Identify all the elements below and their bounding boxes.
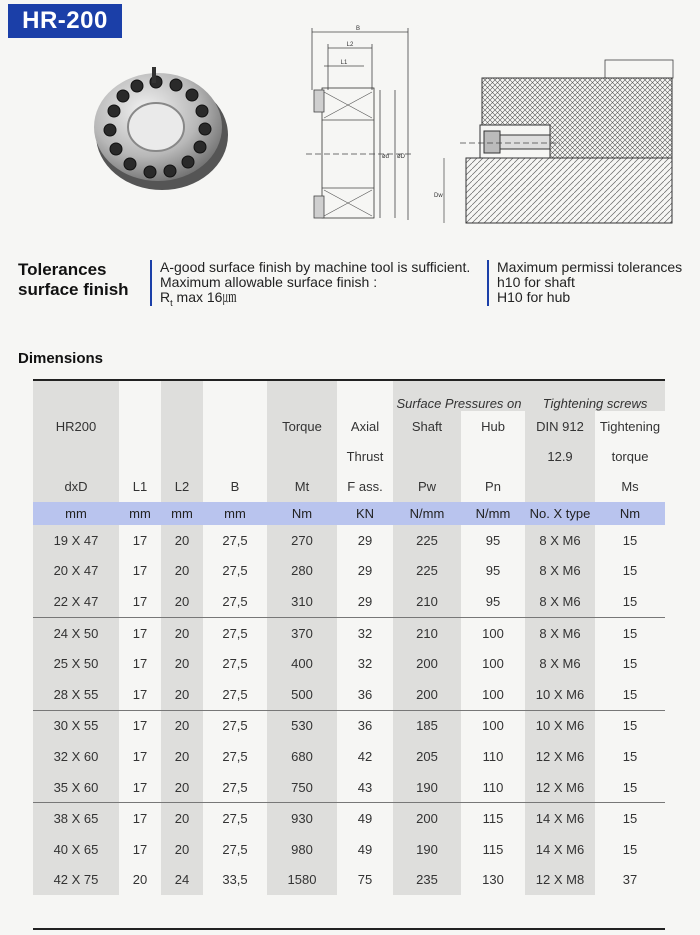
table-cell: 14 X M6 — [525, 803, 595, 834]
table-cell: 17 — [132, 656, 148, 672]
table-cell: 8 X M6 — [539, 532, 581, 548]
table-cell: 400 — [291, 656, 313, 672]
table-cell: 190 — [416, 841, 438, 857]
header-cell: L1 — [132, 479, 148, 494]
table-cell: 370 — [267, 617, 337, 648]
table-cell: 930 — [267, 803, 337, 834]
header-cell — [203, 411, 267, 441]
tolerances-limits-text — [497, 260, 682, 305]
unit-cell: No. X type — [525, 502, 595, 525]
table-cell: 15 — [622, 563, 638, 579]
header-surface-pressures: Surface Pressures on — [396, 396, 522, 411]
table-cell: 19 X 47 — [53, 532, 99, 548]
header-cell: Shaft — [411, 418, 443, 434]
unit-cell: Nm — [595, 502, 665, 525]
label-l1: L1 — [340, 60, 348, 66]
table-cell: 27,5 — [203, 803, 267, 834]
table-row — [33, 648, 665, 679]
unit-cell: mm — [119, 502, 161, 525]
table-cell: 43 — [357, 779, 373, 795]
table-cell: 17 — [132, 841, 148, 857]
table-cell: 15 — [622, 779, 638, 795]
table-cell: 17 — [119, 617, 161, 648]
limits-line-1: Maximum permissi tolerances — [497, 259, 683, 275]
table-cell: 27,5 — [222, 686, 248, 702]
header-cell: B — [230, 479, 240, 494]
table-cell: 100 — [461, 617, 525, 648]
units-row — [33, 502, 665, 525]
label-bigd: øD — [397, 154, 405, 160]
table-cell: 27,5 — [222, 779, 248, 795]
table-cell: 29 — [357, 593, 373, 609]
tolerances-heading-line1: Tolerances — [18, 260, 107, 279]
table-cell: 20 X 47 — [53, 563, 99, 579]
table-cell: 17 — [132, 686, 148, 702]
table-cell: 27,5 — [222, 532, 248, 548]
rt-symbol: R — [160, 289, 171, 305]
table-cell: 200 — [416, 656, 438, 672]
header-cell: Hub — [481, 418, 505, 434]
header-row-groups — [33, 381, 665, 411]
table-cell: 49 — [357, 841, 373, 857]
table-cell: 29 — [357, 563, 373, 579]
table-cell: 20 — [174, 779, 190, 795]
header-cell: Axial — [350, 418, 380, 434]
table-cell: 15 — [622, 841, 638, 857]
table-cell: 110 — [482, 748, 504, 764]
table-cell: 27,5 — [222, 563, 248, 579]
table-cell: 42 — [357, 748, 373, 764]
table-cell: 32 X 60 — [53, 748, 99, 764]
table-cell: 14 X M6 — [535, 841, 585, 857]
header-cell: torque — [611, 448, 649, 464]
table-cell: 1580 — [287, 872, 317, 888]
mounting-drawing — [430, 55, 690, 235]
unit-cell: mm — [33, 502, 119, 525]
header-cell: Pn — [485, 479, 501, 494]
table-cell: 20 — [174, 563, 190, 579]
finish-line-1: A-good surface finish by machine tool is sufficient. — [160, 259, 471, 275]
table-cell: 27,5 — [222, 593, 248, 609]
table-cell: 95 — [485, 593, 501, 609]
unit-cell: N/mm — [393, 502, 461, 525]
table-cell: 20 — [174, 656, 190, 672]
table-cell: 20 — [174, 686, 190, 702]
table-cell: 680 — [291, 748, 313, 764]
header-cell: HR200 — [55, 418, 97, 434]
table-cell: 15 — [622, 748, 638, 764]
table-cell: 100 — [482, 686, 504, 702]
table-cell: 24 X 50 — [33, 617, 119, 648]
header-cell — [461, 441, 525, 471]
unit-cell: KN — [337, 502, 393, 525]
table-cell: 33,5 — [222, 872, 248, 888]
table-cell: 15 — [622, 532, 638, 548]
header-row-4 — [33, 471, 665, 502]
table-row — [33, 772, 665, 803]
rt-subscript: t — [170, 297, 173, 308]
header-cell — [267, 441, 337, 471]
table-cell: 20 — [132, 872, 148, 888]
table-cell: 20 — [161, 803, 203, 834]
header-cell: Ms — [621, 479, 639, 494]
table-cell: 15 — [595, 617, 665, 648]
table-cell: 200 — [416, 686, 438, 702]
table-cell: 17 — [132, 532, 148, 548]
table-cell: 27,5 — [203, 617, 267, 648]
table-cell: 22 X 47 — [53, 593, 99, 609]
table-cell: 750 — [291, 779, 313, 795]
table-cell: 27,5 — [222, 656, 248, 672]
table-bottom-rule — [33, 928, 665, 930]
table-cell: 36 — [357, 686, 373, 702]
unit-cell: mm — [203, 502, 267, 525]
table-cell: 8 X M6 — [525, 617, 595, 648]
table-cell: 35 X 60 — [53, 779, 99, 795]
dimensions-heading: Dimensions — [18, 350, 104, 367]
table-cell: 12 X M6 — [535, 748, 585, 764]
table-cell: 15 — [622, 686, 638, 702]
table-cell: 20 — [174, 841, 190, 857]
unit-cell: mm — [161, 502, 203, 525]
table-cell: 225 — [416, 532, 438, 548]
table-cell: 15 — [622, 593, 638, 609]
tolerances-heading — [18, 260, 148, 300]
table-cell: 100 — [461, 710, 525, 741]
table-cell: 235 — [416, 872, 438, 888]
dimensions-table — [33, 381, 665, 895]
table-cell: 37 — [622, 872, 638, 888]
header-row-2 — [33, 411, 665, 441]
header-cell — [119, 441, 161, 471]
table-row — [33, 834, 665, 865]
table-row — [33, 617, 665, 648]
table-cell: 130 — [482, 872, 504, 888]
table-cell: 530 — [267, 710, 337, 741]
label-l2: L2 — [346, 42, 354, 48]
table-cell: 190 — [416, 779, 438, 795]
table-cell: 500 — [291, 686, 313, 702]
product-photo — [90, 65, 230, 195]
table-cell: 95 — [485, 563, 501, 579]
unit-cell: N/mm — [461, 502, 525, 525]
header-cell: L2 — [174, 479, 190, 494]
table-row — [33, 803, 665, 834]
table-cell: 20 — [161, 710, 203, 741]
table-cell: 8 X M6 — [539, 563, 581, 579]
label-d: ød — [382, 154, 390, 160]
table-row — [33, 679, 665, 710]
table-cell: 225 — [416, 563, 438, 579]
label-dw: Dw — [434, 193, 443, 199]
table-row — [33, 586, 665, 617]
table-cell: 15 — [595, 710, 665, 741]
table-cell: 210 — [416, 593, 438, 609]
section-drawing — [300, 20, 415, 235]
table-cell: 15 — [622, 656, 638, 672]
table-cell: 980 — [291, 841, 313, 857]
table-cell: 200 — [393, 803, 461, 834]
table-row — [33, 710, 665, 741]
finish-line-2: Maximum allowable surface finish : — [160, 274, 378, 290]
table-cell: 17 — [132, 563, 148, 579]
table-cell: 30 X 55 — [33, 710, 119, 741]
table-cell: 110 — [482, 779, 504, 795]
tolerances-heading-line2: surface finish — [18, 280, 129, 299]
table-row — [33, 525, 665, 556]
table-cell: 29 — [357, 532, 373, 548]
table-cell: 42 X 75 — [53, 872, 99, 888]
unit-cell: Nm — [267, 502, 337, 525]
table-row — [33, 556, 665, 587]
table-cell: 310 — [291, 593, 313, 609]
table-cell: 210 — [393, 617, 461, 648]
table-cell: 27,5 — [222, 841, 248, 857]
finish-line-3 — [160, 290, 470, 311]
tolerances-finish-text — [160, 260, 470, 311]
table-cell: 8 X M6 — [539, 656, 581, 672]
header-cell — [119, 411, 161, 441]
table-cell: 95 — [485, 532, 501, 548]
header-cell — [203, 441, 267, 471]
divider — [150, 260, 152, 306]
table-cell: 12 X M6 — [535, 779, 585, 795]
table-cell: 100 — [482, 656, 504, 672]
table-cell: 205 — [416, 748, 438, 764]
limits-line-3: H10 for hub — [497, 289, 571, 305]
header-cell: F ass. — [347, 479, 383, 494]
table-cell: 49 — [337, 803, 393, 834]
table-cell: 17 — [132, 748, 148, 764]
header-cell — [161, 411, 203, 441]
label-b: B — [355, 26, 361, 32]
header-cell — [33, 441, 119, 471]
table-cell: 115 — [461, 803, 525, 834]
header-row-3 — [33, 441, 665, 471]
table-cell: 27,5 — [203, 710, 267, 741]
header-cell: Pw — [417, 479, 437, 494]
table-cell: 17 — [119, 803, 161, 834]
table-cell: 27,5 — [222, 748, 248, 764]
table-cell: 270 — [291, 532, 313, 548]
table-cell: 32 — [337, 617, 393, 648]
table-cell: 24 — [174, 872, 190, 888]
table-cell: 280 — [291, 563, 313, 579]
table-cell: 17 — [132, 593, 148, 609]
header-cell: Tightening — [599, 418, 661, 434]
table-row — [33, 741, 665, 772]
limits-line-2: h10 for shaft — [497, 274, 575, 290]
table-cell: 115 — [482, 841, 504, 857]
header-cell: Mt — [294, 479, 310, 494]
header-cell — [393, 441, 461, 471]
header-cell: DIN 912 — [536, 418, 584, 434]
header-tightening-screws: Tightening screws — [542, 396, 648, 411]
table-cell: 75 — [357, 872, 373, 888]
table-cell: 25 X 50 — [53, 656, 99, 672]
header-cell: Torque — [282, 418, 322, 434]
header-cell: Thrust — [346, 448, 384, 464]
table-cell: 20 — [161, 617, 203, 648]
product-title: HR-200 — [8, 4, 122, 38]
table-cell: 8 X M6 — [539, 593, 581, 609]
table-cell: 12 X M8 — [535, 872, 585, 888]
table-cell: 10 X M6 — [535, 686, 585, 702]
table-cell: 20 — [174, 532, 190, 548]
header-cell: dxD — [64, 479, 88, 494]
table-row — [33, 865, 665, 896]
table-cell: 20 — [174, 748, 190, 764]
table-cell: 32 — [357, 656, 373, 672]
table-cell: 17 — [119, 710, 161, 741]
header-cell — [525, 471, 595, 502]
header-cell — [161, 441, 203, 471]
rt-value: max 16㎛ — [172, 289, 237, 305]
table-cell: 10 X M6 — [525, 710, 595, 741]
table-cell: 185 — [393, 710, 461, 741]
header-cell: 12.9 — [547, 448, 573, 464]
divider — [487, 260, 489, 306]
table-cell: 36 — [337, 710, 393, 741]
table-cell: 28 X 55 — [53, 686, 99, 702]
table-cell: 40 X 65 — [53, 841, 99, 857]
table-cell: 17 — [132, 779, 148, 795]
table-cell: 15 — [595, 803, 665, 834]
table-cell: 38 X 65 — [33, 803, 119, 834]
table-cell: 20 — [174, 593, 190, 609]
